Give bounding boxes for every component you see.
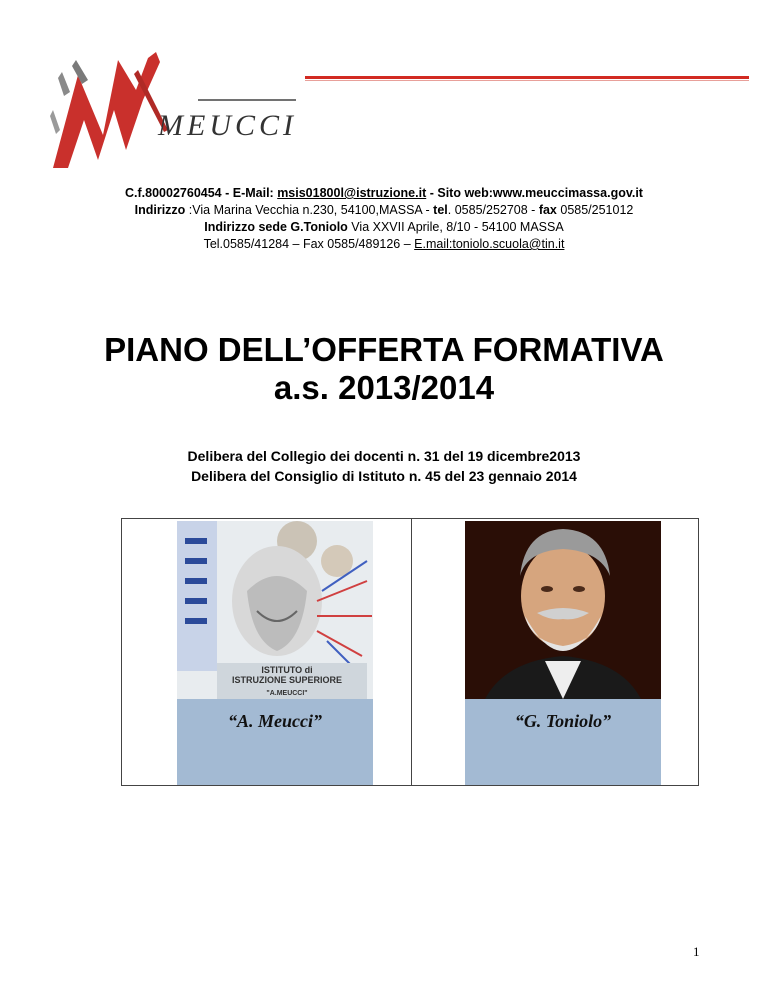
delibera-collegio: Delibera del Collegio dei docenti n. 31 del 19 dicembre2013 xyxy=(187,448,581,464)
header-line-4 xyxy=(0,236,768,252)
header-rule-shadow xyxy=(305,80,749,81)
toniolo-card xyxy=(465,521,661,785)
header-cf-email-label: C.f.80002760454 - E-Mail: xyxy=(125,186,278,200)
header-tel-label: tel xyxy=(433,203,448,217)
meucci-logo xyxy=(48,40,298,175)
meucci-image xyxy=(177,521,373,699)
header-line-3 xyxy=(0,219,768,235)
header-address-label: Indirizzo xyxy=(134,203,186,217)
header-toniolo-contacts: Tel.0585/41284 – Fax 0585/489126 – xyxy=(203,237,415,251)
header-toniolo-label: Indirizzo sede G.Toniolo xyxy=(204,220,348,234)
header-fax-label: fax xyxy=(538,203,557,217)
meucci-card xyxy=(177,521,373,785)
header-tel: . 0585/252708 - xyxy=(447,203,539,217)
school-year: a.s. 2013/2014 xyxy=(273,369,495,406)
table-divider xyxy=(411,519,412,785)
delibera-consiglio: Delibera del Consiglio di Istituto n. 45 del 23 gennaio 2014 xyxy=(191,468,577,484)
header-line-2 xyxy=(0,202,768,218)
page-number: 1 xyxy=(693,944,700,959)
header-line-1 xyxy=(0,185,768,201)
meucci-caption: “A. Meucci” xyxy=(228,711,322,731)
header-website: - Sito web:www.meuccimassa.gov.it xyxy=(426,186,643,200)
meucci-sign-line-2: ISTRUZIONE SUPERIORE xyxy=(231,675,343,685)
header-rule xyxy=(305,76,749,79)
header-fax: 0585/251012 xyxy=(556,203,634,217)
logo-text: MEUCCI xyxy=(158,109,297,142)
meucci-sign-line-1: ISTITUTO di xyxy=(261,665,313,675)
meucci-sign-line-3: "A.MEUCCI" xyxy=(266,690,308,697)
toniolo-caption: “G. Toniolo” xyxy=(514,711,612,731)
header-email-link[interactable]: msis01800l@istruzione.it xyxy=(277,186,427,200)
header-toniolo-email-link[interactable]: E.mail:toniolo.scuola@tin.it xyxy=(414,237,565,251)
schools-table xyxy=(121,518,699,786)
header-toniolo-address: Via XXVII Aprile, 8/10 - 54100 MASSA xyxy=(347,220,564,234)
document-title: PIANO DELL’OFFERTA FORMATIVA xyxy=(104,331,664,368)
toniolo-portrait xyxy=(465,521,661,699)
header-address: :Via Marina Vecchia n.230, 54100,MASSA - xyxy=(185,203,434,217)
